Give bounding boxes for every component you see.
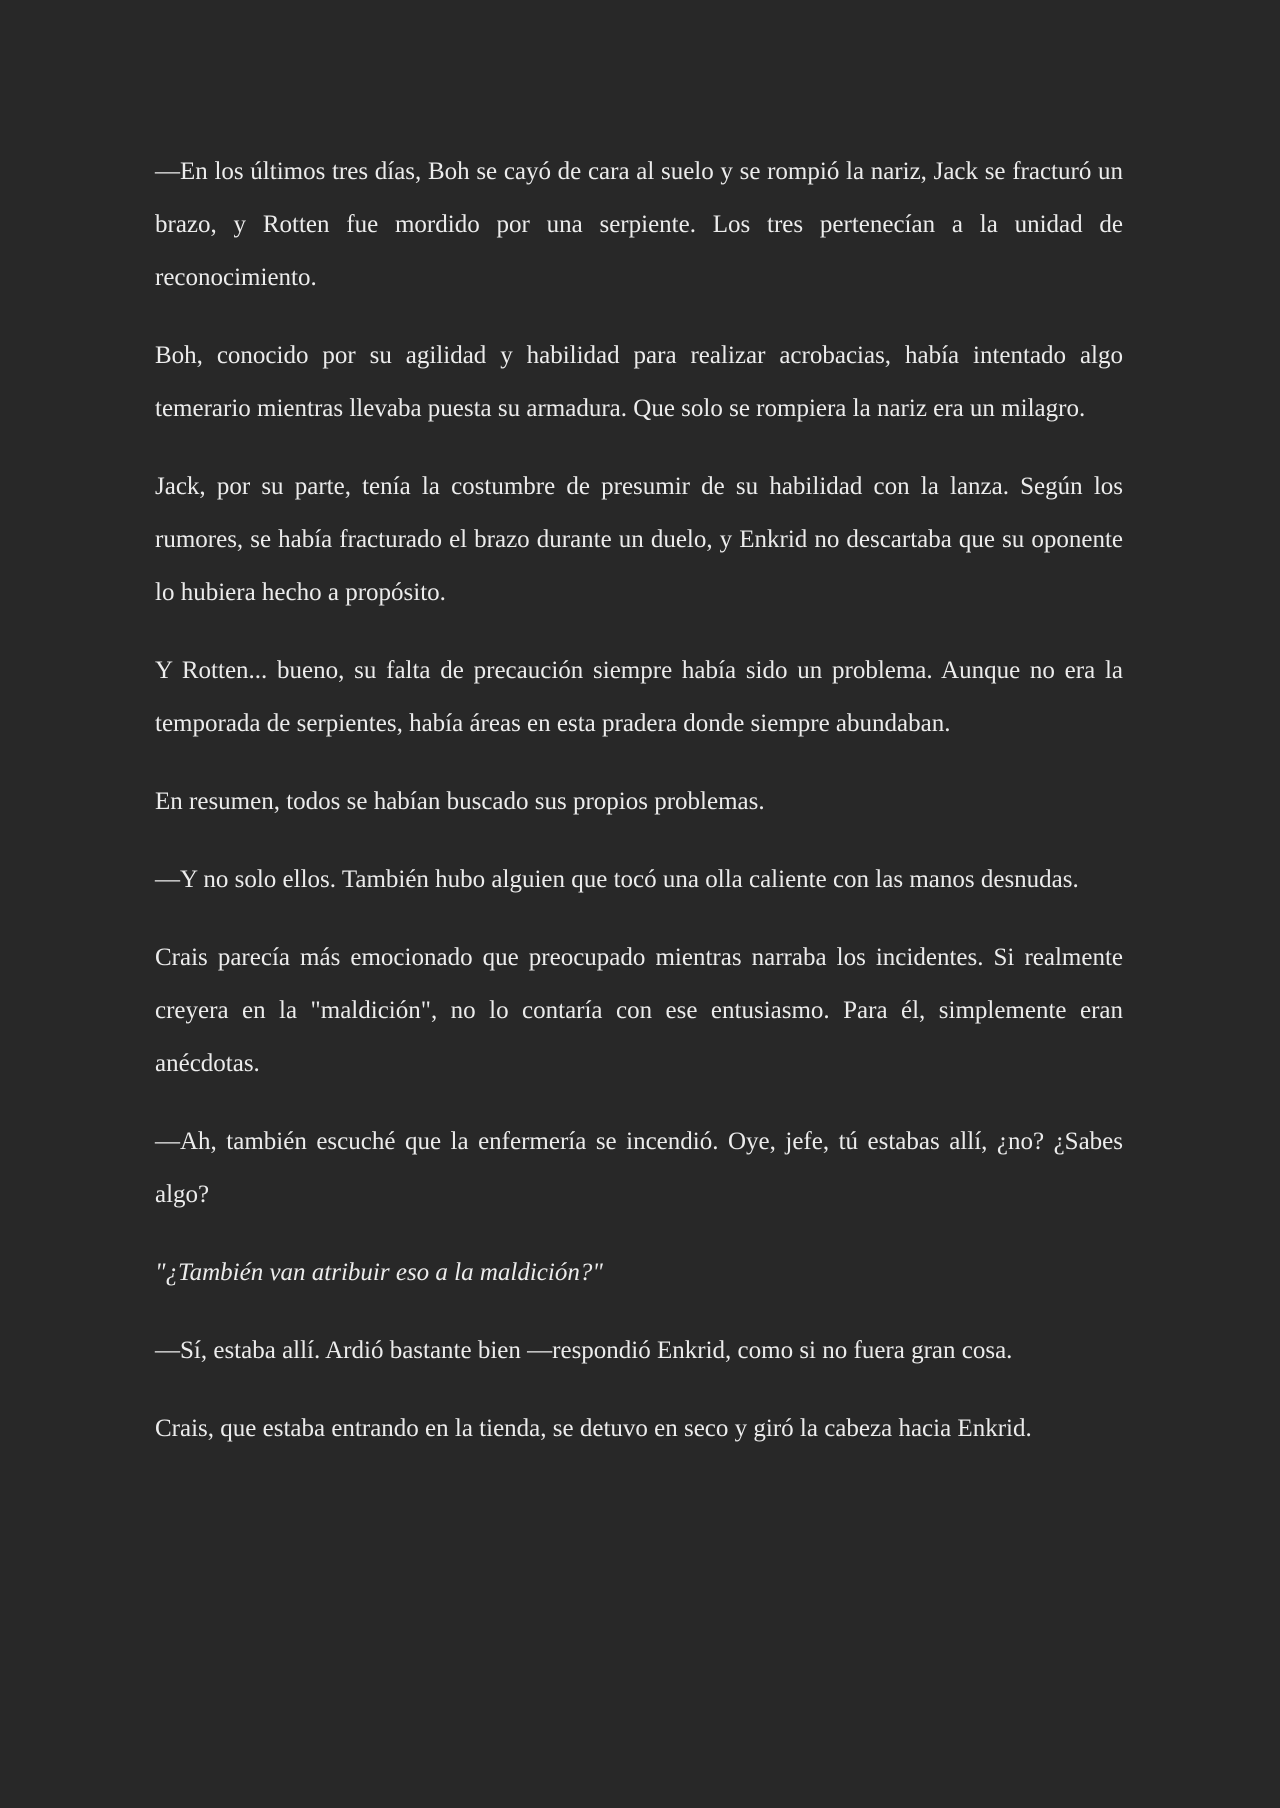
paragraph: —Sí, estaba allí. Ardió bastante bien —respondió Enkrid, como si no fuera gran cosa. [155,1337,1013,1364]
paragraph: Jack, por su parte, tenía la costumbre de presumir de su habilidad con la lanza. Según los rumores, se había fracturado el brazo durante un duelo, y Enkrid no descartaba que su oponente lo hubiera hecho a propósito. [155,473,1123,606]
paragraph: —Y no solo ellos. También hubo alguien que tocó una olla caliente con las manos desnudas. [155,866,1079,893]
paragraph: Crais parecía más emocionado que preocupado mientras narraba los incidentes. Si realmente creyera en la "maldición", no lo contaría con ese entusiasmo. Para él, simplemente eran anécdotas. [155,944,1123,1077]
paragraph: Crais, que estaba entrando en la tienda, se detuvo en seco y giró la cabeza hacia Enkrid. [155,1415,1032,1442]
paragraph: —En los últimos tres días, Boh se cayó de cara al suelo y se rompió la nariz, Jack se fracturó un brazo, y Rotten fue mordido por una serpiente. Los tres pertenecían a la unidad de reconocimiento. [155,158,1123,291]
paragraph: Y Rotten... bueno, su falta de precaución siempre había sido un problema. Aunque no era la temporada de serpientes, había áreas en esta pradera donde siempre abundaban. [155,657,1123,737]
paragraph: —Ah, también escuché que la enfermería se incendió. Oye, jefe, tú estabas allí, ¿no? ¿Sabes algo? [155,1128,1123,1208]
italic-thought-paragraph: "¿También van atribuir eso a la maldición?" [155,1259,603,1286]
paragraph: En resumen, todos se habían buscado sus propios problemas. [155,788,765,815]
paragraph: Boh, conocido por su agilidad y habilidad para realizar acrobacias, había intentado algo temerario mientras llevaba puesta su armadura. Que solo se rompiera la nariz era un milagro. [155,342,1123,422]
